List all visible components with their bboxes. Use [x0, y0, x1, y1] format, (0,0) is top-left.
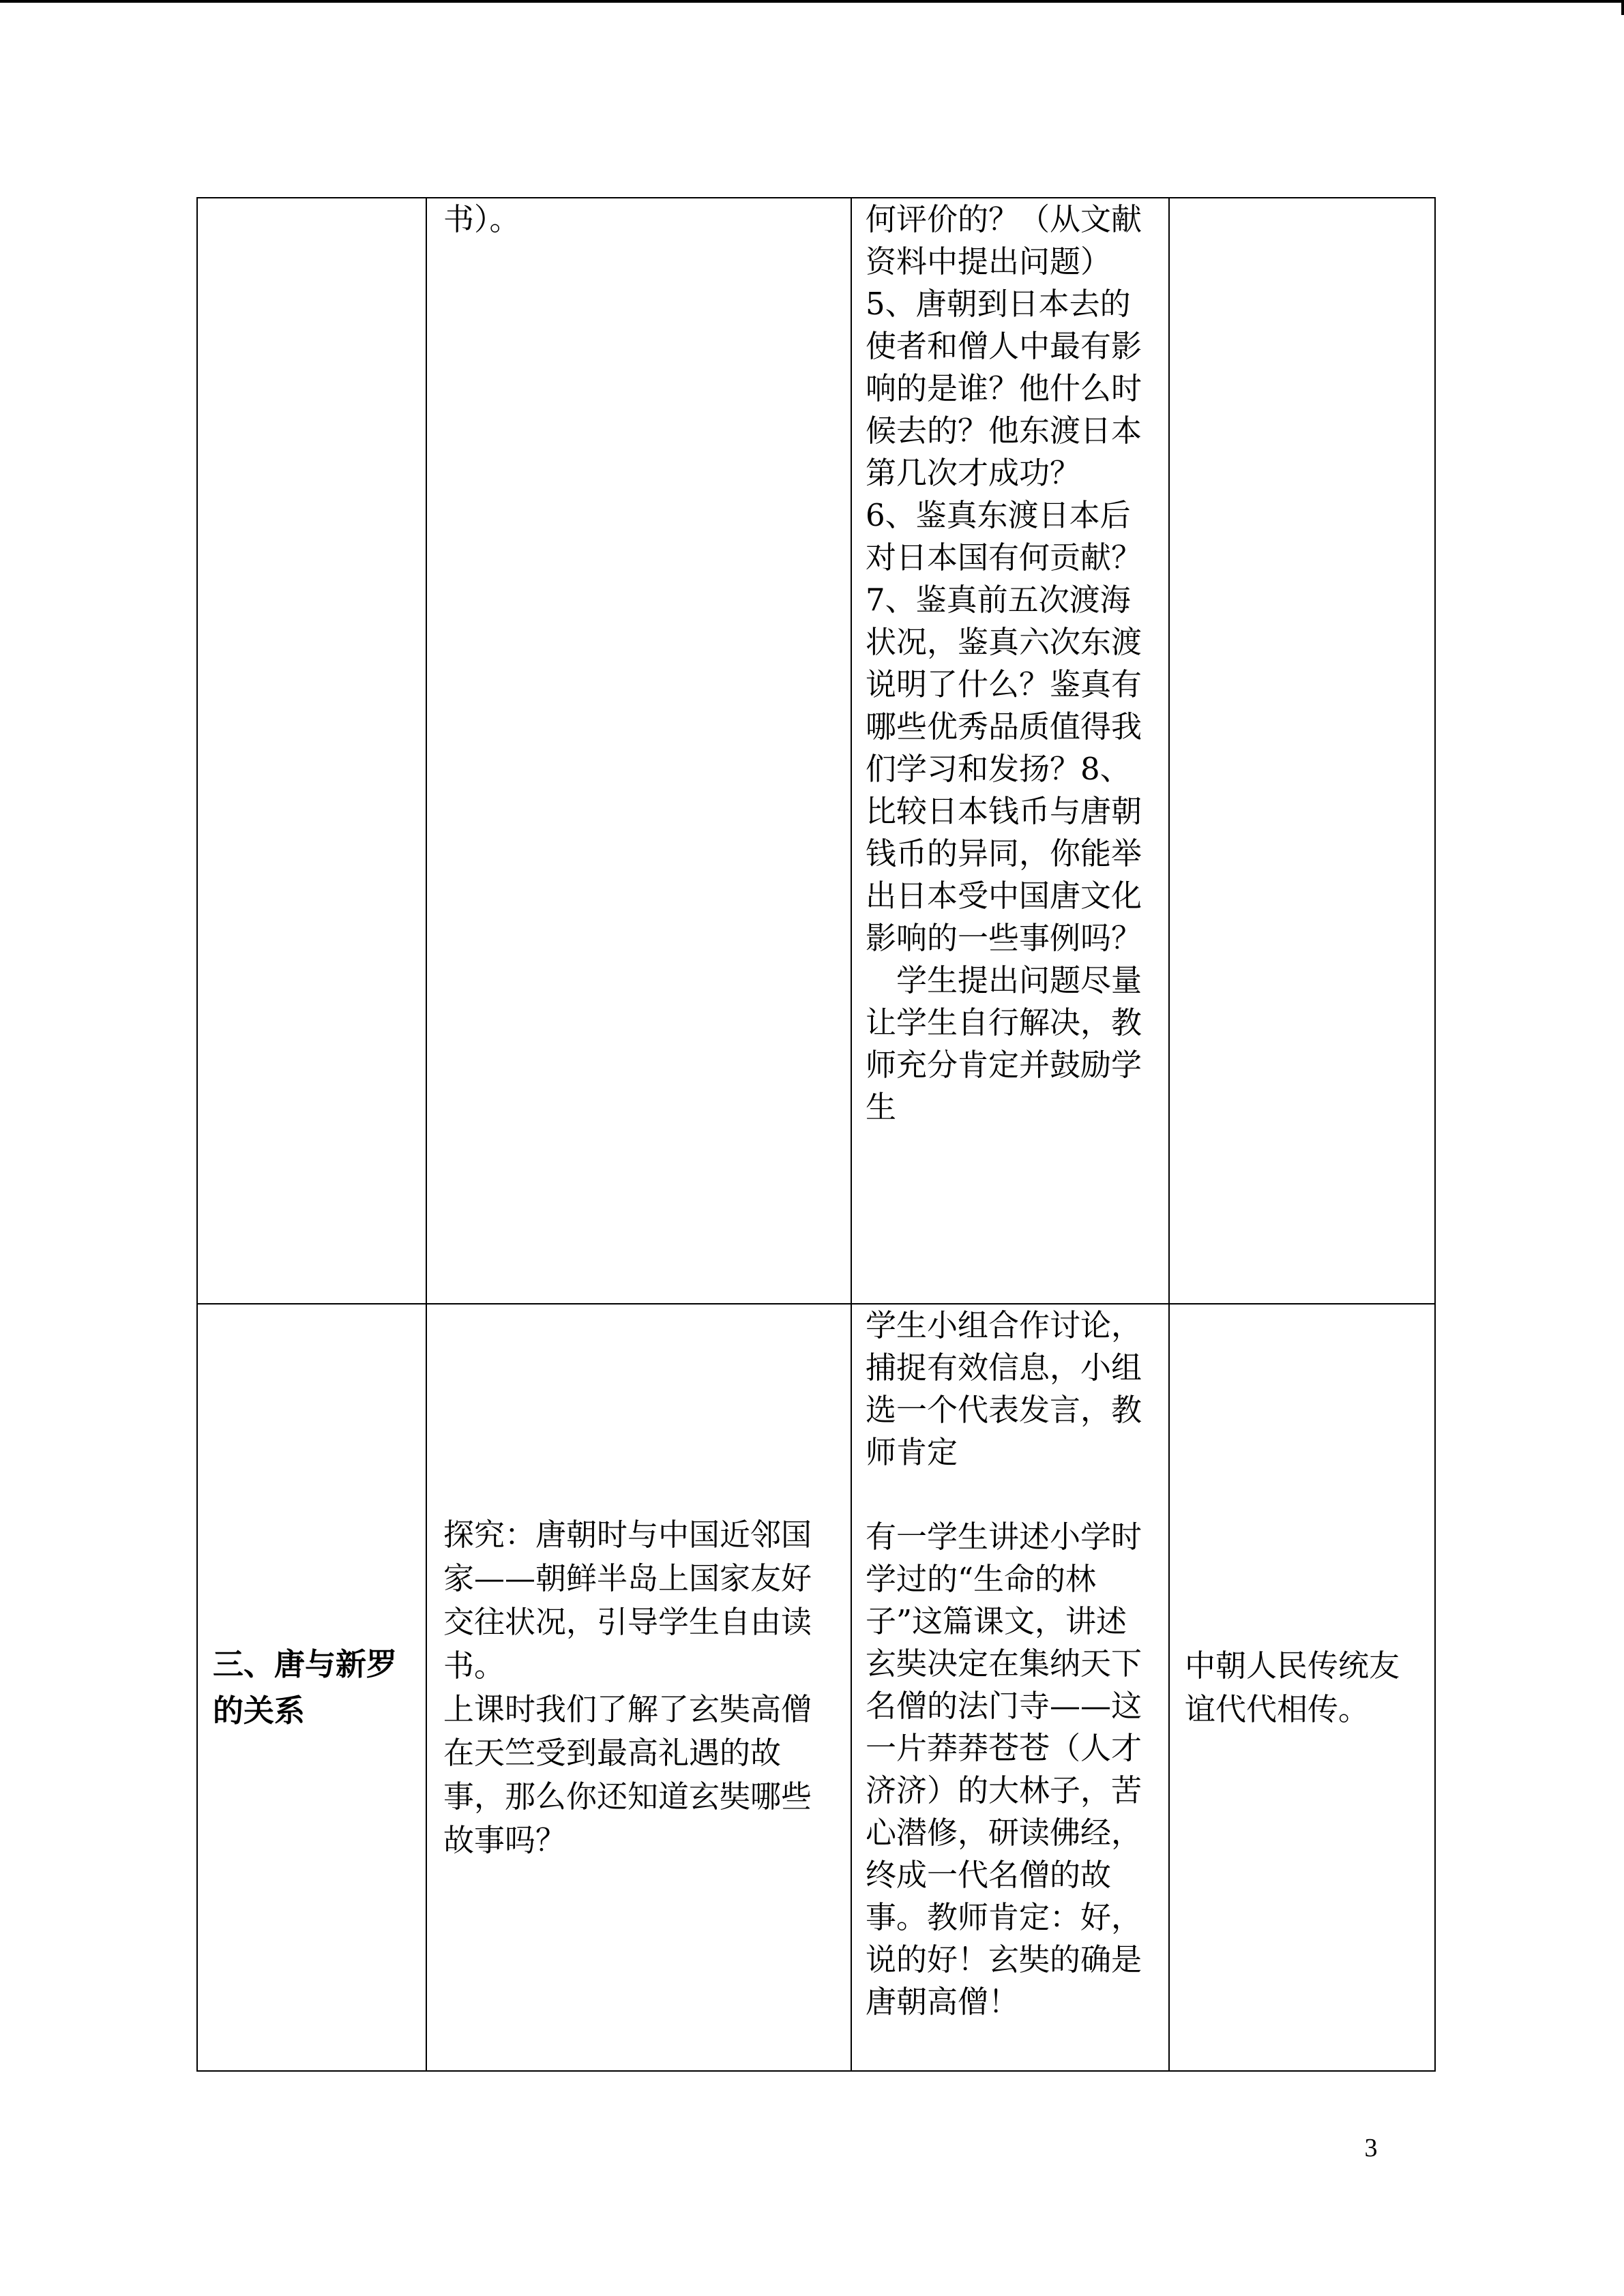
- student-activity-text: 何评价的？（从文献资料中提出问题） 5、唐朝到日本去的使者和僧人中最有影响的是谁？他什么时候去的？他东渡日本第几次才成功？ 6、鉴真东渡日本后对日本国有何贡献？ 7、鉴真前五次渡海状况，鉴真六次东渡说明了什么？鉴真有哪些优秀品质值得我们学习和发扬？8、比较日本钱币与唐朝钱币的异同，你能举出日本受中国唐文化影响的一些事例吗？ 学生提出问题尽量让学生自行解决，教师充分肯定并鼓励学生: [866, 201, 1142, 1125]
- teacher-activity-text: 书）。: [443, 201, 520, 237]
- teacher-activity-cell: [426, 1304, 851, 2071]
- note-cell: [1169, 1304, 1435, 2071]
- lesson-plan-table: [196, 197, 1436, 2072]
- page-number: 3: [1364, 2134, 1378, 2162]
- student-activity-cell: [851, 198, 1169, 1304]
- table-row: [197, 1304, 1435, 2071]
- teacher-activity-text: 探究：唐朝时与中国近邻国家——朝鲜半岛上国家友好交往状况，引导学生自由读书。 上课时我们了解了玄奘高僧在天竺受到最高礼遇的故事，那么你还知道玄奘哪些故事吗？: [443, 1516, 812, 1858]
- page-top-edge: [0, 0, 1624, 3]
- note-text: 中朝人民传统友谊代代相传。: [1185, 1647, 1400, 1727]
- section-cell: [197, 198, 426, 1304]
- page-corner-mark: [1621, 0, 1624, 15]
- section-cell: [197, 1304, 426, 2071]
- note-cell: [1169, 198, 1435, 1304]
- student-activity-text: 学生小组合作讨论，捕捉有效信息，小组选一个代表发言，教师肯定 有一学生讲述小学时学过的“生命的林子”这篇课文，讲述玄奘决定在集纳天下名僧的法门寺——这一片莽莽苍苍（人才济济）的大林子，苦心潜修，研读佛经，终成一代名僧的故事。教师肯定：好，说的好！玄奘的确是唐朝高僧！: [866, 1307, 1142, 2020]
- section-title: 三、唐与新罗的关系: [213, 1645, 398, 1729]
- student-activity-cell: [851, 1304, 1169, 2071]
- teacher-activity-cell: [426, 198, 851, 1304]
- table-row: [197, 198, 1435, 1304]
